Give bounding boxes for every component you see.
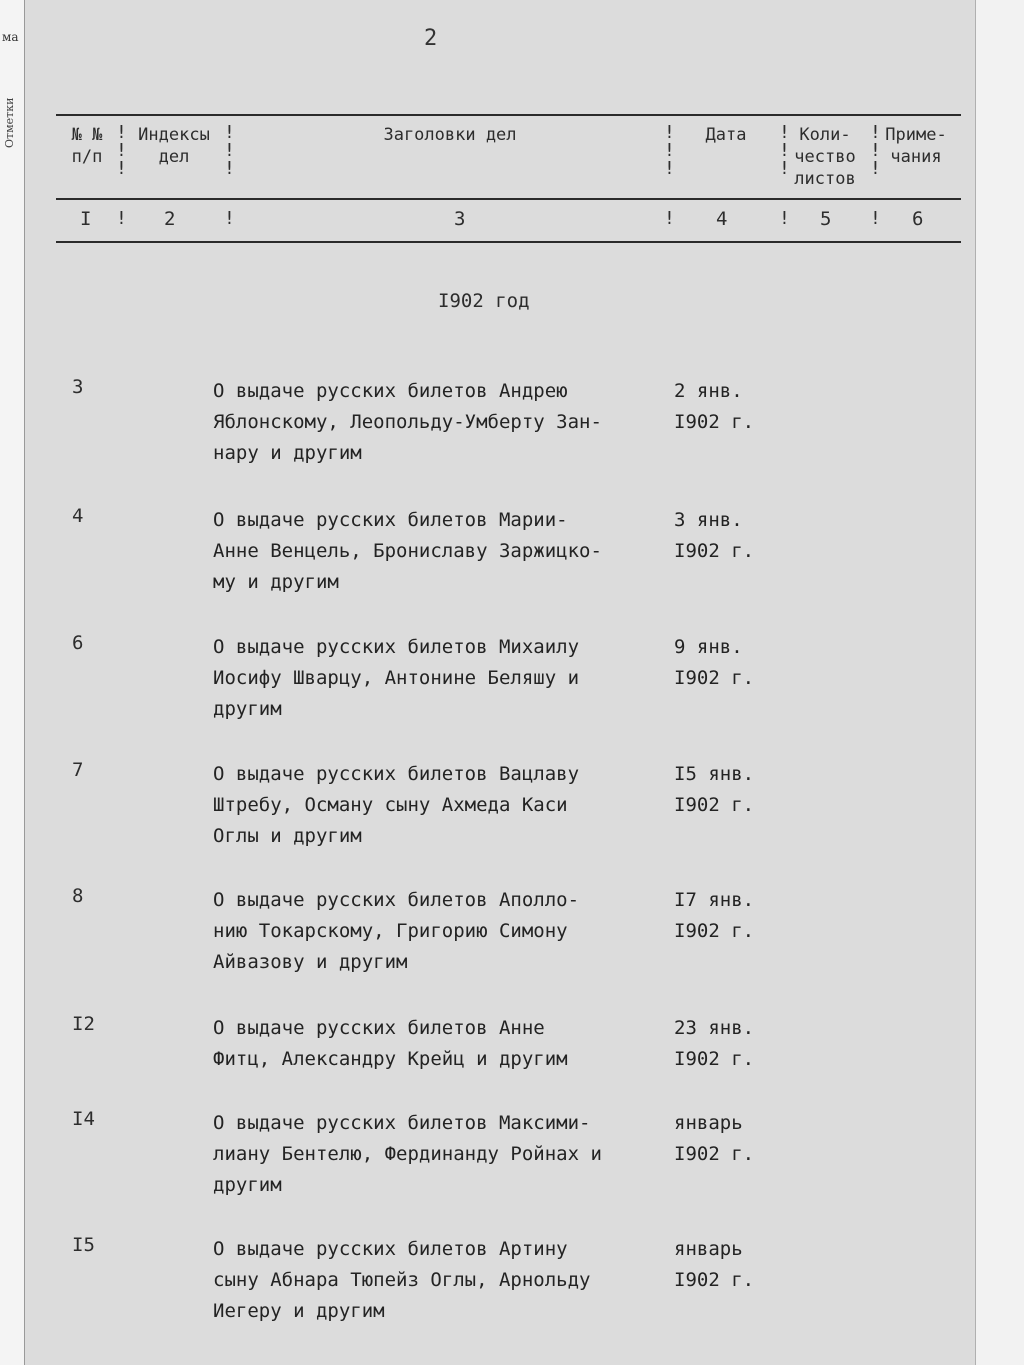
entry-title: О выдаче русских билетов Михаилу Иосифу Шварцу, Антонине Беляшу и другим	[213, 636, 580, 720]
entry-title: О выдаче русских билетов Аполло- нию Токарскому, Григорию Симону Айвазову и другим	[213, 889, 580, 973]
entry-date: 3 янв. I902 г.	[674, 509, 755, 562]
year-heading: I902 год	[438, 290, 530, 312]
entry-number: I4	[72, 1108, 95, 1130]
header-notes-col: Приме- чания	[885, 125, 947, 167]
entry-number: 4	[72, 505, 84, 527]
entry-date: январь I902 г.	[674, 1112, 755, 1165]
entry-number: I2	[72, 1013, 95, 1035]
header-number-col: № № п/п	[71, 125, 103, 167]
col-number-3: 3	[454, 208, 466, 230]
col-number-separator: !	[664, 208, 675, 229]
entry-date: январь I902 г.	[674, 1238, 755, 1291]
margin-vertical-label: Отметки	[3, 97, 16, 148]
entry-title: О выдаче русских билетов Марии- Анне Венцель, Брониславу Заржицко- му и другим	[213, 509, 602, 593]
entry-number: 3	[72, 376, 84, 398]
entry-number: 7	[72, 759, 84, 781]
entry-title: О выдаче русских билетов Артину сыну Абнара Тюпейз Оглы, Арнольду Иегеру и другим	[213, 1238, 591, 1322]
margin-tab-text: ма	[2, 30, 19, 44]
col-number-2: 2	[164, 208, 176, 230]
entry-number: 6	[72, 632, 84, 654]
entry-date: 2 янв. I902 г.	[674, 380, 755, 433]
entry-title: О выдаче русских билетов Андрею Яблонскому, Леопольду-Умберту Зан- нару и другим	[213, 380, 602, 464]
entry-date: 9 янв. I902 г.	[674, 636, 755, 689]
header-title-col: Заголовки дел	[383, 125, 517, 145]
header-middle-rule	[56, 198, 961, 200]
entry-title: О выдаче русских билетов Вацлаву Штребу, Осману сыну Ахмеда Каси Оглы и другим	[213, 763, 580, 847]
col-number-5: 5	[820, 208, 832, 230]
entry-date: I7 янв. I902 г.	[674, 889, 755, 942]
entry-date: 23 янв. I902 г.	[674, 1017, 755, 1070]
entry-date: I5 янв. I902 г.	[674, 763, 755, 816]
col-number-1: I	[80, 208, 92, 230]
col-number-separator: !	[224, 208, 235, 229]
col-number-4: 4	[716, 208, 728, 230]
entry-title: О выдаче русских билетов Максими- лиану Бентелю, Фердинанду Ройнах и другим	[213, 1112, 602, 1196]
left-margin-strip	[0, 0, 25, 1365]
entry-title: О выдаче русских билетов Анне Фитц, Александру Крейц и другим	[213, 1017, 568, 1070]
page-right-edge	[975, 0, 1024, 1365]
col-number-separator: !	[779, 208, 790, 229]
header-top-rule	[56, 114, 961, 116]
header-bottom-rule	[56, 241, 961, 243]
col-number-separator: !	[870, 208, 881, 229]
header-index-col: Индексы дел	[138, 125, 210, 167]
col-number-6: 6	[912, 208, 924, 230]
document-page: ма Отметки 2 № № п/п Индексы дел Заголовки дел Дата Коли- чество листов Приме- чания ! ! ! ! ! ! ! ! ! ! ! ! ! ! ! I ! 2 ! 3 ! 4 ! 5 ! 6 I902 год 3 О выдаче русских билетов Андрею Яблонскому, Леопольду-Умберту Зан- нару и другим 2 янв. I902 г. 4 О выдаче русских билетов Марии- Анне Венцель, Брониславу Заржицко- му и другим 3 янв. I902 г. 6 О выдаче русских билетов Михаилу Иосифу Шварцу, Антонине Беляшу и другим 9 янв. I902 г. 7 О выдаче русских билетов Вацлаву Штребу, Осману сыну Ахмеда Каси Оглы и другим I5 янв. I902 г. 8 О выдаче русских билетов Аполло- нию Токарскому, Григорию Симону Айвазову и другим I7 янв. I902 г. I2 О выдаче русских билетов Анне Фитц, Александру Крейц и другим 23 янв. I902 г. I4 О выдаче русских билетов Максими- лиану Бентелю, Фердинанду Ройнах и другим январь I902 г. I5 О выдаче русских билетов Артину сыну Абнара Тюпейз Оглы, Арнольду Иегеру и другим январь I902 г.	[0, 0, 975, 1365]
entry-number: 8	[72, 885, 84, 907]
header-date-col: Дата	[705, 125, 747, 145]
col-number-separator: !	[116, 208, 127, 229]
entry-number: I5	[72, 1234, 95, 1256]
header-sheets-col: Коли- чество листов	[794, 125, 856, 189]
page-number: 2	[424, 26, 438, 51]
